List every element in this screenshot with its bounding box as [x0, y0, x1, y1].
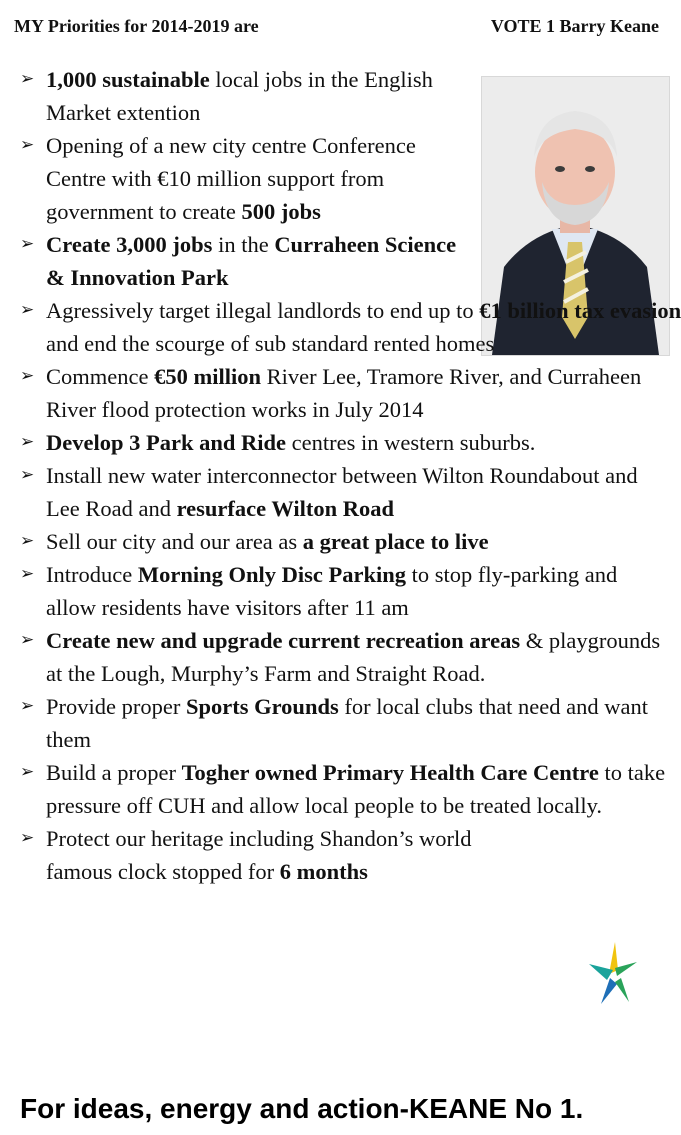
list-item: ➢ Install new water interconnector between Wilton Roundabout and Lee Road and resurface Wilton Road — [20, 459, 676, 525]
list-item: ➢ Agressively target illegal landlords to end up to €1 billion tax evasion and end the scourge of sub standard rented homes — [20, 294, 681, 360]
list-item: ➢ Create new and upgrade current recreation areas & playgrounds at the Lough, Murphy’s Farm and Straight Road. — [20, 624, 672, 690]
priorities-list — [20, 63, 681, 888]
list-item: ➢ Create 3,000 jobs in the Curraheen Science & Innovation Park — [20, 228, 476, 294]
list-item: ➢ Develop 3 Park and Ride centres in western suburbs. — [20, 426, 672, 459]
arrow-bullet-icon: ➢ — [20, 762, 35, 782]
arrow-bullet-icon: ➢ — [20, 531, 35, 551]
arrow-bullet-icon: ➢ — [20, 234, 35, 254]
star-logo-icon — [585, 940, 641, 1010]
arrow-bullet-icon: ➢ — [20, 300, 35, 320]
arrow-bullet-icon: ➢ — [20, 366, 35, 386]
arrow-bullet-icon: ➢ — [20, 696, 35, 716]
header — [14, 16, 659, 44]
arrow-bullet-icon: ➢ — [20, 432, 35, 452]
slogan: For ideas, energy and action-KEANE No 1. — [20, 1093, 584, 1124]
list-item: ➢ Opening of a new city centre Conference Centre with €10 million support from government to create 500 jobs — [20, 129, 476, 228]
arrow-bullet-icon: ➢ — [20, 828, 35, 848]
arrow-bullet-icon: ➢ — [20, 69, 35, 89]
list-item: ➢ Sell our city and our area as a great place to live — [20, 525, 672, 558]
arrow-bullet-icon: ➢ — [20, 465, 35, 485]
arrow-bullet-icon: ➢ — [20, 135, 35, 155]
list-item: ➢ 1,000 sustainable local jobs in the English Market extention — [20, 63, 476, 129]
list-item: ➢ Commence €50 million River Lee, Tramore River, and Curraheen River flood protection works in July 2014 — [20, 360, 666, 426]
list-item: ➢ Provide proper Sports Grounds for local clubs that need and want them — [20, 690, 676, 756]
arrow-bullet-icon: ➢ — [20, 630, 35, 650]
priorities-heading: MY Priorities for 2014-2019 are — [14, 16, 259, 36]
list-item: ➢ Protect our heritage including Shandon’s world famous clock stopped for 6 months — [20, 822, 516, 888]
list-item: ➢ Introduce Morning Only Disc Parking to stop fly-parking and allow residents have visitors after 11 am — [20, 558, 672, 624]
list-item: ➢ Build a proper Togher owned Primary Health Care Centre to take pressure off CUH and allow local people to be treated locally. — [20, 756, 672, 822]
vote-heading: VOTE 1 Barry Keane — [490, 16, 659, 36]
arrow-bullet-icon: ➢ — [20, 564, 35, 584]
